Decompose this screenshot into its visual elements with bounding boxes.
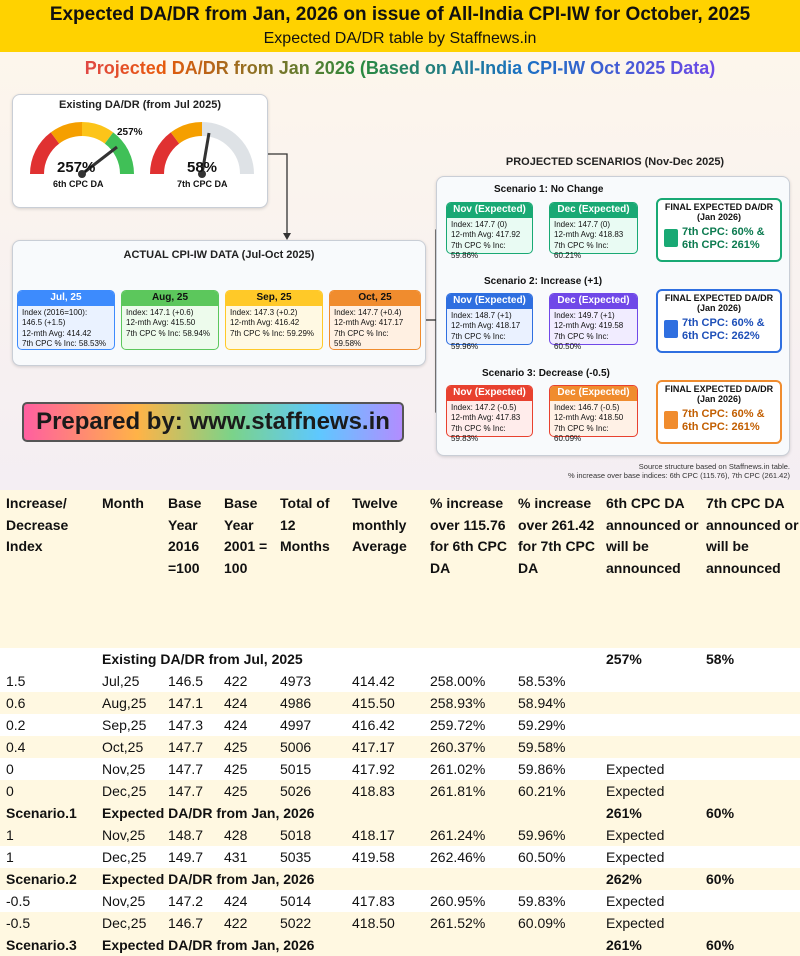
scenario1-title: Scenario 1: No Change [494,184,604,195]
scenario2-nov-line3: 7th CPC % Inc: 59.96% [451,331,506,351]
scenario2-dec-line3: 7th CPC % Inc: 60.50% [554,331,609,351]
scenario1-final-heading-line1: FINAL EXPECTED DA/DR [664,202,774,212]
month-card-oct-line3: 7th CPC % Inc: 59.58% [334,328,389,348]
actual-cpi-title: ACTUAL CPI-IW DATA (Jul-Oct 2025) [123,249,315,261]
cell-base2001: 428 [218,824,274,846]
cell-inc: 0.4 [0,736,96,758]
cell-da7: 60% [700,868,800,890]
col-header-da6: 6th CPC DA announced or will be announced [600,490,700,648]
month-card-jul-line1: Index (2016=100): [22,307,88,317]
scenario1-dec-line1: Index: 147.7 (0) [554,219,611,229]
col-header-base2016: Base Year 2016 =100 [162,490,218,648]
cell-pct6: 260.37% [424,736,512,758]
table-row [0,780,800,802]
table-row [0,824,800,846]
table-row [0,934,800,956]
cell-pct7: 60.09% [512,912,600,934]
scenario2-final-heading [658,291,780,315]
month-card-aug-title: Aug, 25 [122,291,218,306]
cell-pct6: 261.52% [424,912,512,934]
scenario1-dec-title: Dec (Expected) [550,203,637,218]
scenario2-final-line1: 7th CPC: 60% & [682,317,765,329]
scenario3-nov-line3: 7th CPC % Inc: 59.83% [451,423,506,443]
cell-pct7: 58.53% [512,670,600,692]
cell-da7 [700,912,800,934]
cell-avg: 417.92 [346,758,424,780]
col-header-da7: 7th CPC DA announced or will be announced [700,490,800,648]
cell-inc: 0 [0,758,96,780]
cell-pct6: 258.93% [424,692,512,714]
scenario2-final-card [656,289,782,353]
cell-avg: 415.50 [346,692,424,714]
scenario2-title: Scenario 2: Increase (+1) [484,276,603,287]
cell-base2001: 422 [218,912,274,934]
table-row [0,758,800,780]
cell-da6: Expected [600,758,700,780]
cell-da6 [600,692,700,714]
page-subtitle: Expected DA/DR table by Staffnews.in [263,30,537,47]
scenario-name: Scenario.3 [0,934,96,956]
month-card-jul [17,290,115,350]
month-card-sep-line1: Index: 147.3 (+0.2) [230,307,298,317]
cell-base2001: 425 [218,758,274,780]
gauge-6th-cpc-label: 6th CPC DA [53,179,104,189]
month-card-sep-title: Sep, 25 [226,291,322,306]
cell-da7 [700,670,800,692]
scenario3-final-heading-line1: FINAL EXPECTED DA/DR [664,384,774,394]
cell-pct6: 261.02% [424,758,512,780]
month-card-jul-title: Jul, 25 [18,291,114,306]
cell-base2016: 147.7 [162,758,218,780]
cell-pct7: 59.83% [512,890,600,912]
cell-da6: 262% [600,868,700,890]
month-card-sep-line3: 7th CPC % Inc: 59.29% [230,328,315,338]
cell-inc: 1 [0,846,96,868]
cell-base2001: 424 [218,890,274,912]
cell-da7 [700,780,800,802]
table-row [0,692,800,714]
cell-base2001: 422 [218,670,274,692]
scenario2-final-line2: 6th CPC: 262% [682,330,760,342]
scenario1-dec-line3: 7th CPC % Inc: 60.21% [554,240,609,260]
cell-month: Dec,25 [96,780,162,802]
cell-base2001: 424 [218,714,274,736]
scenario3-final-heading-line2: (Jan 2026) [696,394,742,404]
cell-base2016: 148.7 [162,824,218,846]
scenario1-final-line1: 7th CPC: 60% & [682,226,765,238]
cell-pct7: 60.21% [512,780,600,802]
cell-da7 [700,824,800,846]
scenario1-nov-line2: 12-mth Avg: 417.92 [451,230,521,239]
gauge-6th-cpc-value: 257% [57,159,96,176]
month-card-sep-line2: 12-mth Avg: 416.42 [230,318,300,327]
cell-inc: -0.5 [0,912,96,934]
cell-da6 [600,736,700,758]
cell-inc: 0.6 [0,692,96,714]
scenario3-final-line2: 6th CPC: 261% [682,421,760,433]
existing-da-title: Existing DA/DR (from Jul 2025) [59,99,221,111]
scenario1-nov-card [446,202,533,260]
cell-month: Aug,25 [96,692,162,714]
scenario1-dec-card [549,202,638,260]
table-row [0,670,800,692]
calculator-icon [664,229,678,247]
cell-da6: Expected [600,824,700,846]
cell-avg: 417.17 [346,736,424,758]
col-header-inc: Increase/ Decrease Index [0,490,96,648]
month-card-jul-line2: 146.5 (+1.5) [22,318,66,327]
scenario3-nov-title: Nov (Expected) [447,386,532,401]
calculator-icon [664,320,678,338]
cell-month: Nov,25 [96,824,162,846]
cell-da7 [700,736,800,758]
cell-da7 [700,692,800,714]
gauge-6th-cpc-top: 257% [117,127,143,138]
page-header [0,0,800,52]
gauge-7th-cpc-label: 7th CPC DA [177,179,228,189]
cell-da6: 257% [600,648,700,670]
cell-da7 [700,758,800,780]
col-header-pct7: % increase over 261.42 for 7th CPC DA [512,490,600,648]
cell-total: 5015 [274,758,346,780]
table-row [0,714,800,736]
cell-pct6: 261.24% [424,824,512,846]
scenario2-nov-line2: 12-mth Avg: 418.17 [451,321,521,330]
page-title: Expected DA/DR from Jan, 2026 on issue of All-India CPI-IW for October, 2025 [49,4,751,25]
cell-inc: 0 [0,780,96,802]
cell-base2016: 149.7 [162,846,218,868]
scenario2-final-heading-line1: FINAL EXPECTED DA/DR [664,293,774,303]
cell-da7 [700,890,800,912]
cell-base2016: 147.2 [162,890,218,912]
table-row [0,890,800,912]
cell-da7: 60% [700,802,800,824]
cell-base2001: 431 [218,846,274,868]
cell-da6: 261% [600,802,700,824]
infographic-title: Projected DA/DR from Jan 2026 (Based on All-India CPI-IW Oct 2025 Data) [0,58,800,79]
scenario1-final-heading-line2: (Jan 2026) [696,212,742,222]
month-card-jul-line4: 7th CPC % Inc: 58.53% [22,339,107,348]
table-header-row [0,490,800,648]
scenario1-final-line2: 6th CPC: 261% [682,239,760,251]
table-row [0,846,800,868]
scenario1-final-card [656,198,782,262]
cell-base2016: 147.7 [162,736,218,758]
cell-month: Dec,25 [96,846,162,868]
month-card-oct-title: Oct, 25 [330,291,420,306]
cell-total: 4997 [274,714,346,736]
scenario3-dec-title: Dec (Expected) [550,386,637,401]
scenario3-final-card [656,380,782,444]
scenario3-dec-line1: Index: 146.7 (-0.5) [554,402,620,412]
cell-total: 5014 [274,890,346,912]
scenario-name: Scenario.1 [0,802,96,824]
scenario3-nov-line2: 12-mth Avg: 417.83 [451,413,521,422]
scenario2-nov-title: Nov (Expected) [447,294,532,309]
month-card-oct-line1: Index: 147.7 (+0.4) [334,307,402,317]
cell-pct7: 59.29% [512,714,600,736]
cell-da6 [600,714,700,736]
month-card-sep [225,290,323,350]
existing-da-panel [12,94,268,208]
scenario3-nov-card [446,385,533,443]
scenario1-nov-line1: Index: 147.7 (0) [451,219,508,229]
cell-avg: 417.83 [346,890,424,912]
cell-inc: -0.5 [0,890,96,912]
table-row [0,912,800,934]
cell-base2001: 424 [218,692,274,714]
cell-avg: 419.58 [346,846,424,868]
cell-total: 5006 [274,736,346,758]
scenario2-dec-card [549,293,638,351]
cell-da6: 261% [600,934,700,956]
cell-da7: 60% [700,934,800,956]
row-label: Expected DA/DR from Jan, 2026 [96,868,600,890]
cell-empty [0,648,96,670]
cell-inc: 1.5 [0,670,96,692]
source-line1: Source structure based on Staffnews.in table. [638,462,790,471]
cell-base2016: 146.7 [162,912,218,934]
cell-da7: 58% [700,648,800,670]
da-table [0,490,800,956]
cell-base2016: 146.5 [162,670,218,692]
scenario2-nov-card [446,293,533,351]
cell-da7 [700,714,800,736]
month-card-oct [329,290,421,350]
cell-da6: Expected [600,890,700,912]
source-note [470,462,790,480]
cell-da7 [700,846,800,868]
cell-pct6: 259.72% [424,714,512,736]
cell-pct7: 59.96% [512,824,600,846]
cell-pct7: 60.50% [512,846,600,868]
scenario1-nov-title: Nov (Expected) [447,203,532,218]
table-row [0,802,800,824]
scenario2-dec-title: Dec (Expected) [550,294,637,309]
cell-avg: 418.50 [346,912,424,934]
source-line2: % increase over base indices: 6th CPC (115.76), 7th CPC (261.42) [567,471,790,480]
cell-pct7: 58.94% [512,692,600,714]
cell-pct6: 262.46% [424,846,512,868]
prepared-by-text: Prepared by: www.staffnews.in [36,408,390,435]
cell-pct6: 261.81% [424,780,512,802]
cell-month: Nov,25 [96,890,162,912]
col-header-month: Month [96,490,162,648]
projected-title: PROJECTED SCENARIOS (Nov-Dec 2025) [505,156,725,168]
scenario3-final-line1: 7th CPC: 60% & [682,408,765,420]
gauge-7th-cpc-value: 58% [187,159,218,176]
month-card-aug-line1: Index: 147.1 (+0.6) [126,307,194,317]
col-header-avg: Twelve monthly Average [346,490,424,648]
row-label: Existing DA/DR from Jul, 2025 [96,648,600,670]
prepared-by-banner [22,402,404,442]
scenario2-final-heading-line2: (Jan 2026) [696,303,742,313]
cell-total: 5022 [274,912,346,934]
scenario3-dec-line3: 7th CPC % Inc: 60.09% [554,423,609,443]
cell-da6: Expected [600,780,700,802]
table-row [0,736,800,758]
col-header-base2001: Base Year 2001 = 100 [218,490,274,648]
cell-total: 4973 [274,670,346,692]
cell-month: Nov,25 [96,758,162,780]
scenario1-final-heading [658,200,780,224]
cell-month: Jul,25 [96,670,162,692]
scenario3-final-heading [658,382,780,406]
cell-month: Sep,25 [96,714,162,736]
calculator-icon [664,411,678,429]
cell-pct7: 59.86% [512,758,600,780]
scenario1-dec-line2: 12-mth Avg: 418.83 [554,230,624,239]
scenario-name: Scenario.2 [0,868,96,890]
scenario2-nov-line1: Index: 148.7 (+1) [451,310,512,320]
cell-total: 5035 [274,846,346,868]
infographic [0,52,800,490]
scenario1-nov-line3: 7th CPC % Inc: 59.86% [451,240,506,260]
cell-avg: 418.17 [346,824,424,846]
row-label: Expected DA/DR from Jan, 2026 [96,802,600,824]
cell-base2016: 147.3 [162,714,218,736]
scenario3-dec-card [549,385,638,443]
month-card-aug-line3: 7th CPC % Inc: 58.94% [126,328,211,338]
cell-pct6: 260.95% [424,890,512,912]
row-label: Expected DA/DR from Jan, 2026 [96,934,600,956]
cell-avg: 418.83 [346,780,424,802]
scenario2-dec-line1: Index: 149.7 (+1) [554,310,615,320]
table-row [0,868,800,890]
cell-da6: Expected [600,912,700,934]
scenario3-title: Scenario 3: Decrease (-0.5) [482,368,610,379]
cell-da6: Expected [600,846,700,868]
cell-month: Dec,25 [96,912,162,934]
cell-total: 5026 [274,780,346,802]
month-card-jul-line3: 12-mth Avg: 414.42 [22,328,92,338]
cell-base2001: 425 [218,780,274,802]
scenario3-nov-line1: Index: 147.2 (-0.5) [451,402,517,412]
month-card-oct-line2: 12-mth Avg: 417.17 [334,318,404,327]
cell-month: Oct,25 [96,736,162,758]
cell-total: 5018 [274,824,346,846]
cell-avg: 416.42 [346,714,424,736]
cell-pct6: 258.00% [424,670,512,692]
month-card-aug-line2: 12-mth Avg: 415.50 [126,318,196,327]
cell-avg: 414.42 [346,670,424,692]
scenario3-dec-line2: 12-mth Avg: 418.50 [554,413,624,422]
cell-base2016: 147.7 [162,780,218,802]
cell-da6 [600,670,700,692]
cell-total: 4986 [274,692,346,714]
cell-base2016: 147.1 [162,692,218,714]
scenario2-dec-line2: 12-mth Avg: 419.58 [554,321,624,330]
col-header-total: Total of 12 Months [274,490,346,648]
cell-inc: 0.2 [0,714,96,736]
cell-inc: 1 [0,824,96,846]
col-header-pct6: % increase over 115.76 for 6th CPC DA [424,490,512,648]
cell-base2001: 425 [218,736,274,758]
table-row [0,648,800,670]
month-card-aug [121,290,219,350]
cell-pct7: 59.58% [512,736,600,758]
